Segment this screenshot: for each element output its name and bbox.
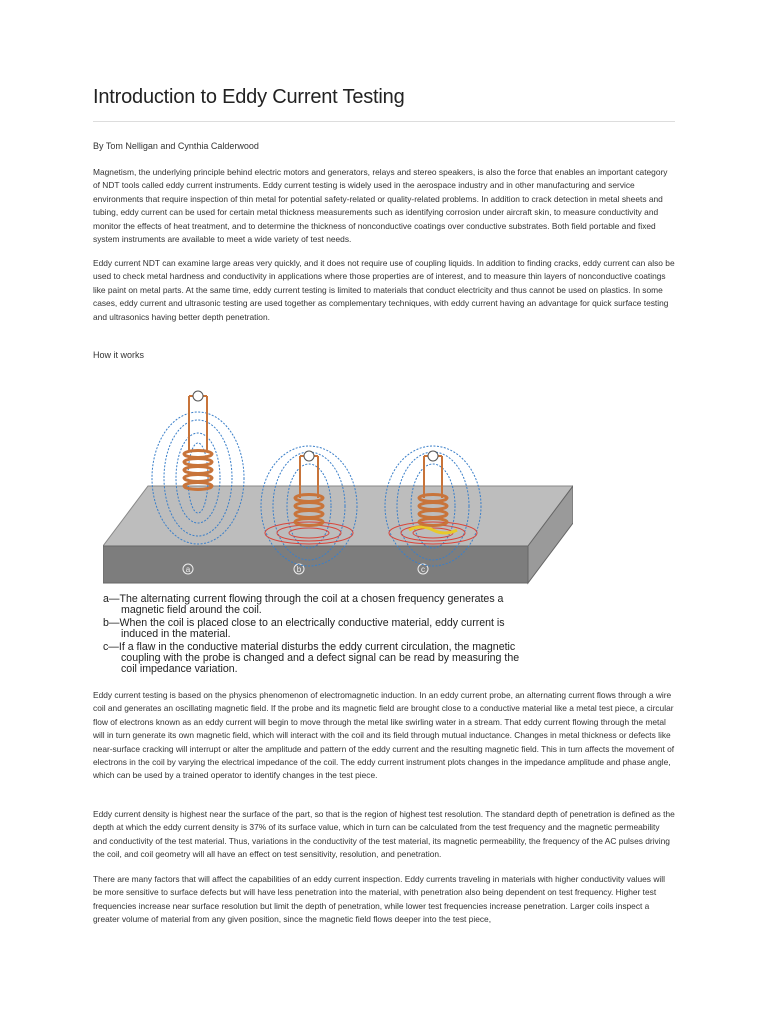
eddy-current-diagram [103, 378, 573, 678]
caption-a-line-2: magnetic field around the coil. [121, 604, 262, 616]
body-paragraph-3: There are many factors that will affect the capabilities of an eddy current inspection. Eddy currents traveling in materials with higher conductivity values will be more sensitive to surface defects but will have less penetration into the material, with penetration also being dependent on test frequency. Higher test frequencies increase near surface resolution but limit the depth of penetration, while lower test frequencies increase penetration. Larger coils inspect a greater volume of material from any given position, since the magnetic field flows deeper into the test piece, [93, 874, 665, 925]
caption-c-line-2: coupling with the probe is changed and a defect signal can be read by measuring the [121, 652, 520, 664]
caption-b-line-1: b—When the coil is placed close to an electrically conductive material, eddy current is [103, 617, 505, 629]
caption-b-line-2: induced in the material. [121, 628, 231, 640]
caption-c-line-1: c—If a flaw in the conductive material disturbs the eddy current circulation, the magnetic [103, 641, 516, 653]
page-title: Introduction to Eddy Current Testing [93, 86, 405, 108]
body-paragraph-1: Eddy current testing is based on the physics phenomenon of electromagnetic induction. In an eddy current probe, an alternating current flows through a wire coil and generates an oscillating magnetic field. If the probe and its magnetic field are brought close to a conductive material like a metal test piece, a circular flow of electrons known as an eddy current will begin to move through the metal like swirling water in a stream. That eddy current flowing through the metal will in turn generate its own magnetic field, which will interact with the coil and its field through mutual inductance. Changes in metal thickness or defects like near-surface cracking will interrupt or alter the amplitude and pattern of the eddy current and the resulting magnetic field. This in turn affects the movement of electrons in the coil by varying the electrical impedance of the coil. The eddy current instrument plots changes in the impedance amplitude and phase angle, which can be used by a trained operator to identify changes in the test piece. [93, 690, 675, 781]
intro-paragraph-2: Eddy current NDT can examine large areas very quickly, and it does not require use of coupling liquids. In addition to finding cracks, eddy current can also be used to check metal hardness and conductivity in applications where those properties are of interest, and to measure thin layers of nonconductive coatings like paint on metal parts. At the same time, eddy current testing is limited to materials that conduct electricity and thus cannot be used on plastics. In some cases, eddy current and ultrasonic testing are used together as complementary techniques, with eddy current having an advantage for quick surface testing and ultrasonics having better depth penetration. [93, 258, 675, 322]
body-paragraph-2: Eddy current density is highest near the surface of the part, so that is the region of highest test resolution. The standard depth of penetration is defined as the depth at which the eddy current density is 37% of its surface value, which in turn can be calculated from the test frequency and the magnetic permeability and conductivity of the test material. Thus, variations in the conductivity of the test material, its magnetic permeability, the frequency of the AC pulses driving the coil, and coil geometry will all have an effect on test sensitivity, resolution, and penetration. [93, 809, 675, 860]
intro-paragraph-1: Magnetism, the underlying principle behind electric motors and generators, relays and stereo speakers, is also the force that enables an important category of NDT tools called eddy current instruments. Eddy current testing is widely used in the aerospace industry and in other manufacturing and service environments that require inspection of thin metal for potential safety-related or quality-related problems. In addition to crack detection in metal sheets and tubing, eddy current can be used for certain metal thickness measurements such as identifying corrosion under aircraft skin, to measure conductivity and monitor the effects of heat treatment, and to determine the thickness of nonconductive coatings over conductive substrates. Both field portable and fixed system instruments are available to meet a wide variety of test needs. [93, 167, 668, 245]
svg-text:c: c [421, 565, 425, 574]
caption-c-line-3: coil impedance variation. [121, 663, 238, 675]
svg-text:a: a [185, 565, 191, 574]
section-heading: How it works [93, 350, 145, 360]
caption-a-line-1: a—The alternating current flowing through the coil at a chosen frequency generates a [103, 593, 504, 605]
svg-text:b: b [296, 565, 302, 574]
byline: By Tom Nelligan and Cynthia Calderwood [93, 141, 259, 151]
title-divider [93, 121, 675, 122]
